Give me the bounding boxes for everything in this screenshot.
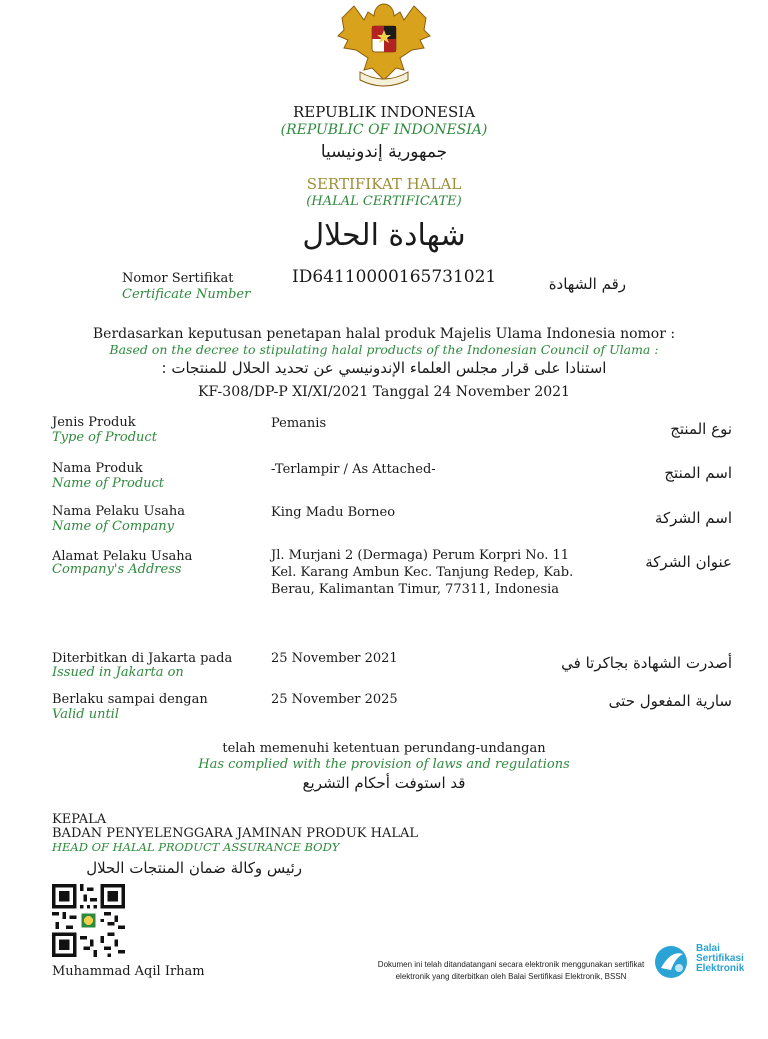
product-name-label: Nama Produk [52, 461, 143, 476]
company-label-ar: اسم الشركة [654, 509, 732, 527]
address-label-en: Company's Address [52, 562, 182, 577]
qr-code [52, 884, 125, 957]
address-line-2: Kel. Karang Ambun Kec. Tanjung Redep, Kab. [271, 565, 574, 580]
issued-label-ar: أصدرت الشهادة بجاكرتا في [561, 654, 732, 672]
signatory-title-1: KEPALA [52, 812, 107, 827]
valid-label-ar: سارية المفعول حتى [608, 692, 732, 710]
address-line-1: Jl. Murjani 2 (Dermaga) Perum Korpri No. 11 [271, 548, 570, 563]
company-value: King Madu Borneo [271, 505, 396, 520]
valid-label-en: Valid until [52, 707, 119, 722]
certificate-number-value: ID64110000165731021 [292, 267, 497, 287]
footer-note-2: elektronik yang diterbitkan oleh Balai Sertifikasi Elektronik, BSSN [395, 972, 627, 981]
certificate-title-ar: شهادة الحلال [302, 218, 466, 253]
product-type-label: Jenis Produk [52, 415, 136, 430]
issued-label-en: Issued in Jakarta on [52, 665, 184, 680]
country-title: REPUBLIK INDONESIA [292, 103, 476, 121]
decree-text-ar: استنادا على قرار مجلس العلماء الإندونيسي عن تحديد الحلال للمنتجات : [161, 359, 607, 377]
address-line-3: Berau, Kalimantan Timur, 77311, Indonesia [271, 582, 560, 597]
certificate-number-label: Nomor Sertifikat [122, 271, 234, 286]
product-type-label-ar: نوع المنتج [670, 420, 732, 438]
country-title-en: (REPUBLIC OF INDONESIA) [280, 122, 488, 138]
decree-text-en: Based on the decree to stipulating halal products of the Indonesian Council of Ulama : [109, 342, 659, 357]
decree-text: Berdasarkan keputusan penetapan halal produk Majelis Ulama Indonesia nomor : [92, 326, 676, 342]
country-title-ar: جمهورية إندونيسيا [320, 142, 448, 162]
bsre-text-1: Balai [696, 943, 720, 954]
company-label: Nama Pelaku Usaha [52, 504, 185, 519]
product-type-label-en: Type of Product [52, 430, 157, 445]
bsre-text-3: Elektronik [696, 963, 745, 974]
product-name-value: -Terlampir / As Attached- [271, 462, 436, 477]
certificate-number-label-ar: رقم الشهادة [548, 275, 626, 293]
compliance-text-en: Has complied with the provision of laws and regulations [198, 757, 570, 772]
signatory-title-2: BADAN PENYELENGGARA JAMINAN PRODUK HALAL [52, 826, 419, 841]
bsre-logo-text [696, 944, 744, 974]
compliance-text: telah memenuhi ketentuan perundang-undangan [222, 741, 546, 756]
signatory-name: Muhammad Aqil Irham [52, 964, 205, 979]
product-type-value: Pemanis [271, 416, 327, 431]
valid-value: 25 November 2025 [271, 692, 398, 707]
decree-number: KF-308/DP-P XI/XI/2021 Tanggal 24 November 2021 [198, 384, 570, 400]
issued-value: 25 November 2021 [271, 651, 398, 666]
valid-label: Berlaku sampai dengan [52, 692, 208, 707]
garuda-emblem [334, 0, 434, 92]
bsre-text-2: Sertifikasi [696, 953, 744, 964]
issued-label: Diterbitkan di Jakarta pada [52, 651, 233, 666]
bsre-logo-icon [653, 944, 691, 980]
certificate-title: SERTIFIKAT HALAL [306, 175, 462, 193]
product-name-label-ar: اسم المنتج [664, 464, 732, 482]
footer-note-1: Dokumen ini telah ditandatangani secara elektronik menggunakan sertifikat [377, 960, 645, 969]
company-label-en: Name of Company [52, 519, 174, 534]
signatory-title-ar: رئيس وكالة ضمان المنتجات الحلال [86, 859, 302, 877]
compliance-text-ar: قد استوفت أحكام التشريع [302, 774, 466, 792]
signatory-title-en: HEAD OF HALAL PRODUCT ASSURANCE BODY [52, 840, 340, 854]
certificate-number-label-en: Certificate Number [122, 287, 251, 302]
certificate-title-en: (HALAL CERTIFICATE) [306, 194, 462, 209]
address-label-ar: عنوان الشركة [645, 553, 732, 571]
address-label: Alamat Pelaku Usaha [52, 549, 193, 564]
product-name-label-en: Name of Product [52, 476, 165, 491]
